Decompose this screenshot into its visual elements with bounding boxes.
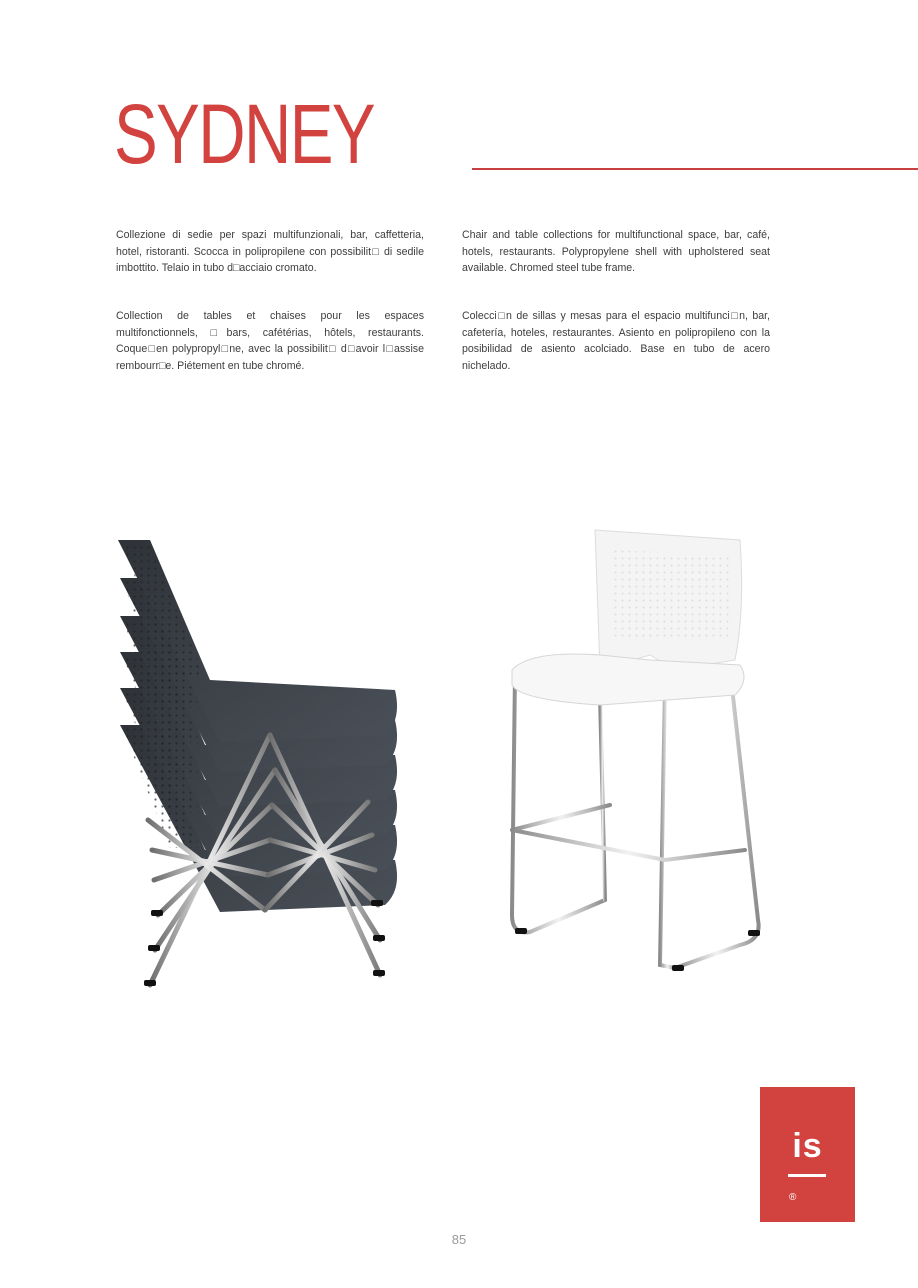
bar-stool-image (500, 520, 770, 990)
description-english: Chair and table collections for multifunctional space, bar, café, hotels, restaurants. Polypropylene shell with upholstered seat available. Chromed steel tube frame. (462, 229, 770, 274)
description-italian: Collezione di sedie per spazi multifunzionali, bar, caffetteria, hotel, ristoranti. Scocca in polipropilene con possibilit□ di sedile imbottito. Telaio in tubo d□acciaio cromato. (116, 229, 424, 274)
page-number: 85 (451, 1232, 467, 1247)
page-title: SYDNEY (114, 87, 375, 181)
description-spanish: Colecci□n de sillas y mesas para el espacio multifunci□n, bar, cafetería, hoteles, restaurantes. Asiento en polipropileno con la posibilidad de asiento acolciado. Base en tubo de acero nichelado. (462, 310, 770, 372)
registered-mark: ® (789, 1192, 797, 1203)
stool-shell (512, 530, 744, 705)
logo-underline (788, 1174, 826, 1177)
logo-text: is (792, 1127, 823, 1165)
title-rule (472, 168, 918, 170)
stacked-chairs-image (110, 530, 410, 990)
description-french: Collection de tables et chaises pour les espaces multifonctionnels, □bars, cafétérias, hôtels, restaurants. Coque□en polypropyl□ne, avec la possibilit□ d□avoir l□assise rembourr□e. Piétement en tube chromé. (116, 310, 424, 372)
stool-legs (512, 670, 759, 968)
brand-logo (760, 1087, 855, 1222)
